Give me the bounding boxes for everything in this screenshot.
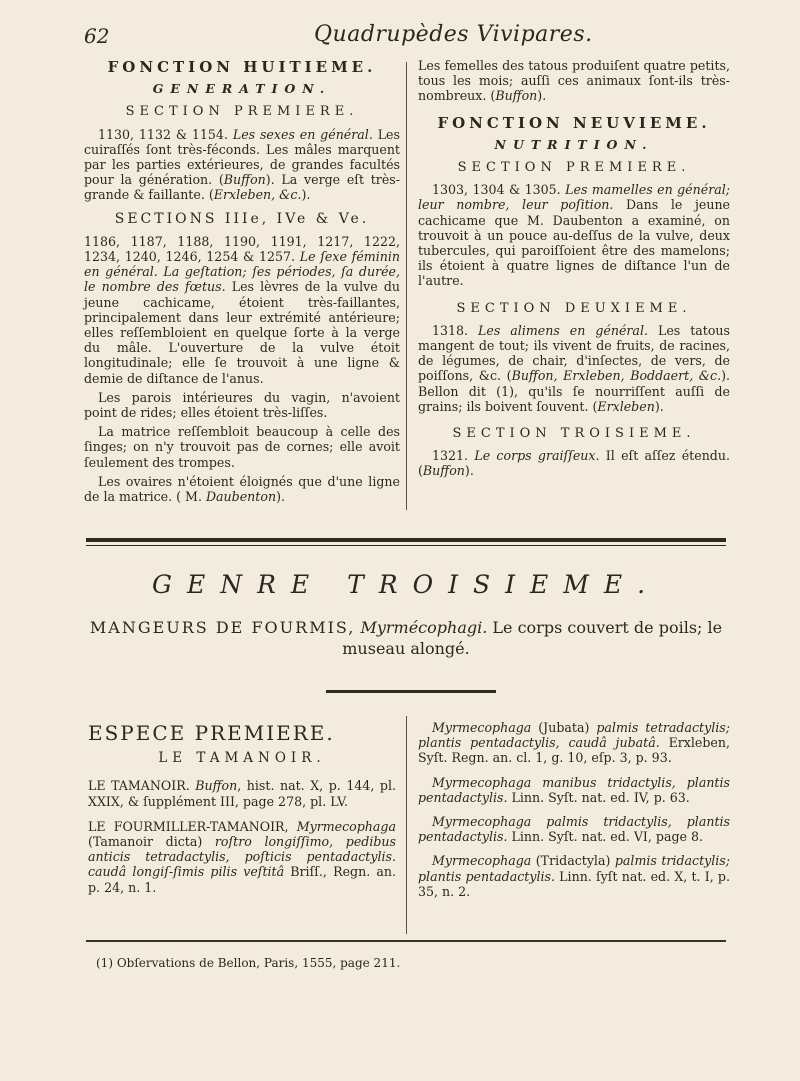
column-divider: [406, 62, 407, 510]
heading-fonction-8: FONCTION HUITIEME.: [107, 58, 377, 76]
paragraph: La matrice reſſembloit beaucoup à celle des ſinges; on n'y trouvoit pas de cornes; elle avoit ſeulement des trompes.: [84, 424, 400, 470]
genre-description: MANGEURS DE FOURMIS, Myrmécophagi. Le corps couvert de poils; le museau alongé.: [89, 618, 723, 658]
paragraph: 1321. Le corps graiſſeux. Il eſt aſſez étendu. (Buffon).: [418, 448, 730, 479]
paragraph: Myrmecophaga (Jubata) palmis tetradactylis; plantis pentadactylis, caudâ jubatâ. Erxleben, Syſt. Regn. an. cl. 1, g. 10, eſp. 3, p. 93.: [418, 720, 730, 766]
espece-title: ESPECE PREMIERE.: [88, 721, 335, 745]
running-header: [84, 22, 740, 56]
paragraph: 1186, 1187, 1188, 1190, 1191, 1217, 1222, 1234, 1240, 1246, 1254 & 1257. Le ſexe féminin en général. La geſtation; ſes périodes, ſa durée, le nombre des fœtus. Les lèvres de la vulve du jeune cachicame, étoient très-faillantes, principalement dans leur extrémité antérieure; elles reſſembloient en quelque ſorte à la verge du mâle. L'ouverture de la vulve étoit longitudinale; elle ſe trouvoit à une ligne & demie de diſtance de l'anus.: [84, 233, 401, 386]
heading-sections-3-5: SECTIONS IIIe, IVe & Ve.: [114, 210, 370, 227]
heading-section-1: SECTION PREMIERE.: [457, 160, 691, 176]
genre-title: GENRE TROISIEME.: [151, 570, 661, 599]
espece-column: [88, 722, 396, 899]
paragraph: Myrmecophaga (Tridactyla) palmis tridactylis; plantis pentadactylis. Linn. ſyſt nat. ed. X, t. I, p. 35, n. 2.: [418, 853, 730, 899]
left-column: [84, 58, 400, 508]
paragraph: 1303, 1304 & 1305. Les mamelles en général; leur nombre, leur poſition. Dans le jeune cachicame que M. Daubenton a examiné, on trouvoit à un pouce au-deſſus de la vulve, deux tubercules, qui paroiſſoient être des mamelons; ils étoient à quatre lignes de diſtance l'un de l'autre.: [418, 182, 731, 289]
short-rule: [326, 690, 496, 693]
heading-section-2: SECTION DEUXIEME.: [456, 300, 692, 316]
column-divider: [406, 716, 407, 934]
heading-fonction-9: FONCTION NEUVIEME.: [437, 113, 711, 132]
heading-nutrition: NUTRITION.: [494, 136, 654, 152]
footnote-rule: [86, 940, 726, 942]
running-title: Quadrupèdes Vivipares.: [314, 22, 593, 47]
right-column: [418, 58, 730, 483]
paragraph: 1318. Les alimens en général. Les tatous mangent de tout; ils vivent de fruits, de racines, de légumes, de chair, d'inſectes, de vers, de poiſſons, &c. (Buffon, Erxleben, Boddaert, &c.). Bellon dit (1), qu'ils ſe nourriſſent auſſi de grains; ils boivent ſouvent. (Erxleben).: [418, 322, 730, 414]
paragraph: Myrmecophaga palmis tridactylis, plantis pentadactylis. Linn. Syſt. nat. ed. VI, page 8.: [418, 814, 730, 845]
tamanoir-heading: LE TAMANOIR.: [158, 750, 326, 767]
section-rule: [86, 538, 726, 546]
paragraph: Les ovaires n'étoient éloignés que d'une ligne de la matrice. ( M. Daubenton).: [84, 473, 400, 505]
paragraph: Myrmecophaga manibus tridactylis, plantis pentadactylis. Linn. Syſt. nat. ed. IV, p. 63.: [418, 774, 730, 805]
footnote: (1) Obſervations de Bellon, Paris, 1555, page 211.: [96, 956, 401, 970]
paragraph: 1130, 1132 & 1154. Les sexes en général. Les cuiraſſés ſont très-féconds. Les mâles marquent par les parties extérieures, de grandes facultés pour la génération. (Buffon). La verge eſt très-grande & faillante. (Erxleben, &c.).: [84, 126, 400, 203]
heading-generation: GENERATION.: [152, 81, 332, 97]
synonymy-column: [418, 720, 730, 908]
paragraph: LE FOURMILLER-TAMANOIR, Myrmecophaga (Tamanoir dicta) roſtro longiſſimo, pedibus anticis tetradactylis, poſticis pentadactylis. caudâ longiſ-ſimis pilis veſtitâ Briſſ., Regn. an. p. 24, n. 1.: [88, 818, 396, 895]
paragraph: Les parois intérieures du vagin, n'avoient point de rides; elles étoient très-liſſes.: [84, 389, 400, 421]
page-number: 62: [84, 24, 110, 48]
heading-section-3: SECTION TROISIEME.: [452, 426, 696, 442]
paragraph: LE TAMANOIR. Buffon, hist. nat. X, p. 144, pl. XXIX, & ſupplément III, page 278, pl. LV.: [88, 778, 396, 809]
heading-section-1: SECTION PREMIERE.: [125, 104, 359, 120]
paragraph: Les femelles des tatous produiſent quatre petits, tous les mois; auſſi ces animaux ſont-ils très-nombreux. (Buffon).: [418, 58, 730, 104]
